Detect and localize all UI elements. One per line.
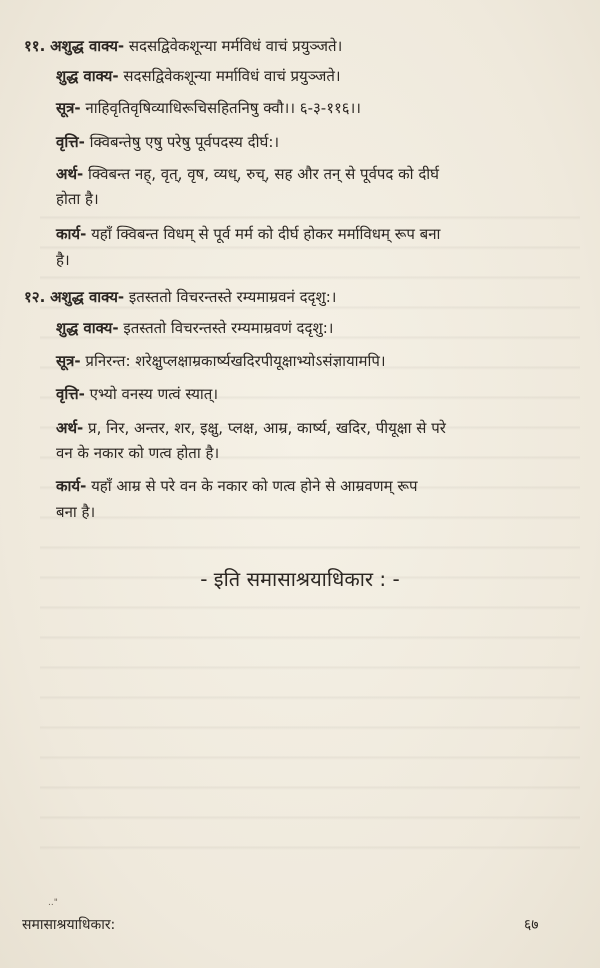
line-shuddh-12 xyxy=(56,318,333,338)
sutra-label: सूत्र- xyxy=(56,99,81,117)
line-vritti-12 xyxy=(56,384,218,404)
arth-label: अर्थ- xyxy=(56,165,84,183)
line-arth-12-cont xyxy=(56,443,219,463)
line-sutra-12 xyxy=(56,351,386,371)
ashuddh-label: अशुद्ध वाक्य- xyxy=(50,288,125,306)
ashuddh-label: अशुद्ध वाक्य- xyxy=(50,37,125,55)
line-karya-12-cont xyxy=(56,502,95,522)
line-ashuddh-12 xyxy=(24,287,336,307)
line-karya-12 xyxy=(56,476,418,496)
line-karya-11 xyxy=(56,224,440,244)
page-number: ६७ xyxy=(524,917,539,933)
ashuddh-text: सदसद्विवेकशून्या मर्मविधं वाचं प्रयुञ्जते। xyxy=(124,37,343,55)
karya-text-cont: बना है। xyxy=(56,503,96,521)
arth-text: क्विबन्त नह्, वृत्, वृष, व्यध्, रुच्, सह और तन् से पूर्वपद को दीर्घ xyxy=(83,165,440,183)
line-arth-11 xyxy=(56,164,439,184)
line-arth-12 xyxy=(56,418,446,438)
sutra-label: सूत्र- xyxy=(56,352,81,370)
line-shuddh-11 xyxy=(56,66,341,86)
running-head: समासाश्रयाधिकार: xyxy=(22,917,116,933)
vritti-label: वृत्ति- xyxy=(56,133,85,151)
shuddh-label: शुद्ध वाक्य- xyxy=(56,67,119,85)
ashuddh-text: इतस्ततो विचरन्तस्ते रम्यमाम्रवनं ददृशु:। xyxy=(124,288,337,306)
shuddh-text: इतस्ततो विचरन्तस्ते रम्यमाम्रवणं ददृशु:। xyxy=(118,319,334,337)
karya-label: कार्य- xyxy=(56,477,87,495)
arth-text: प्र, निर, अन्तर, शर, इक्षु, प्लक्ष, आम्र, कार्ष्य, खदिर, पीयूक्षा से परे xyxy=(83,419,446,437)
arth-label: अर्थ- xyxy=(56,419,84,437)
section-number: ११. xyxy=(24,37,46,55)
closing-title: - इति समासाश्रयाधिकार : - xyxy=(200,567,400,591)
line-ashuddh-11 xyxy=(24,36,342,56)
vritti-label: वृत्ति- xyxy=(56,385,85,403)
ink-mark: .." xyxy=(48,898,58,908)
line-sutra-11 xyxy=(56,98,361,118)
vritti-text: क्विबन्तेषु एषु परेषु पूर्वपदस्य दीर्घ:। xyxy=(84,133,280,151)
sutra-text: नाहिवृतिवृषिव्याधिरूचिसहितनिषु क्वौ।। ६-३-११६।। xyxy=(80,99,361,117)
sutra-text: प्रनिरन्त: शरेक्षुप्लक्षाम्रकार्ष्यखदिरपीयूक्षाभ्योऽसंज्ञायामपि। xyxy=(80,352,386,370)
karya-text-cont: है। xyxy=(56,251,70,269)
line-karya-11-cont xyxy=(56,250,70,270)
line-vritti-11 xyxy=(56,132,279,152)
arth-text-cont: होता है। xyxy=(56,190,99,208)
arth-text-cont: वन के नकार को णत्व होता है। xyxy=(56,444,220,462)
section-number: १२. xyxy=(24,288,46,306)
karya-text: यहाँ आम्र से परे वन के नकार को णत्व होने से आम्रवणम् रूप xyxy=(86,477,418,495)
karya-label: कार्य- xyxy=(56,225,87,243)
shuddh-label: शुद्ध वाक्य- xyxy=(56,319,119,337)
shuddh-text: सदसद्विवेकशून्या मर्माविधं वाचं प्रयुञ्जते। xyxy=(118,67,341,85)
line-arth-11-cont xyxy=(56,189,99,209)
karya-text: यहाँ क्विबन्त विधम् से पूर्व मर्म को दीर्घ होकर मर्माविधम् रूप बना xyxy=(86,225,441,243)
vritti-text: एभ्यो वनस्य णत्वं स्यात्। xyxy=(84,385,219,403)
